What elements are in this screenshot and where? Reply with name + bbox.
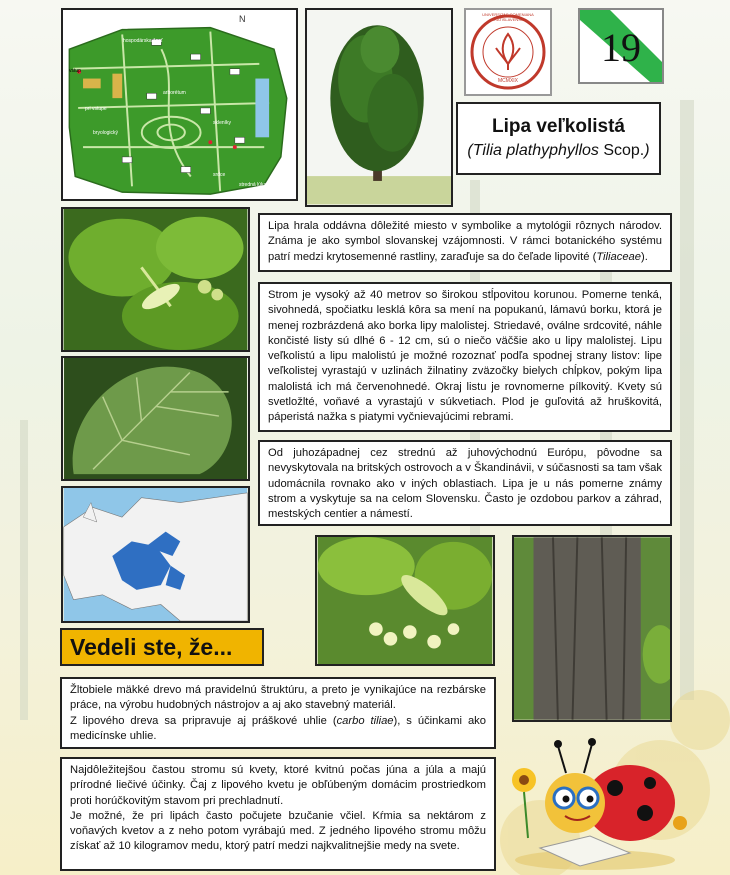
map-label-area: bryologický	[93, 130, 119, 136]
map-label-area: pri vstupe	[85, 106, 107, 112]
fact-paragraph: Je možné, že pri lipách často počujete bzučanie včiel. Kŕmia sa nektárom z voňavých kvetov a z neho potom vyrábajú med. Z jedného lipového stromu môžu získať až 10 kilogramov medu, ktorý patrí medzi najkvalitnejšie medy na svete.	[70, 809, 486, 853]
leaf-underside-photo	[61, 356, 250, 481]
distribution-map	[61, 486, 250, 623]
page-number: 19	[601, 25, 641, 70]
distribution-text	[258, 440, 672, 526]
description-paragraph: Strom je vysoký až 40 metrov so širokou stĺpovitou korunou. Pomerne tenká, sivohnedá, spočiatku lesklá kôra sa mení na popukanú, lámavú borku, ktorá je menej rozbrázdená ako borka lipy malolistej. Striedavé, oválne srdcovité, náhle končisté listy sú dlhé 6 - 12 cm, sú o niečo väčšie ako u lipy malolistej. Lipu veľkolistú a lipu malolistú je možné rozoznať podľa spodnej strany listov: lipe veľkolistej vyrastajú v uzlinách žilnatiny zväzočky bielych chĺpkov, pokým lipa malolistá ich má červenohnedé. Okraj listu je rovnomerne pílkovitý. Kvety sú svetložlté, voňavé a vyrastajú v súkvetiach. Plod je guľovitá až hruškovitá, páperistá nažka s piatymi vyčnievajúcimi rebrami.	[268, 289, 662, 424]
fact-box-flowers	[60, 757, 496, 871]
fact-text-part: Z lipového dreva sa pripravuje aj práškové uhlie (	[70, 714, 337, 727]
tree-photo	[305, 8, 453, 207]
bark-photo	[512, 535, 672, 722]
map-label-area: skleníky	[213, 120, 232, 126]
intro-text-part: ).	[641, 250, 648, 263]
fact-paragraph	[70, 714, 486, 745]
logo-year: MCMXIX	[498, 78, 518, 84]
page-number-badge	[578, 8, 664, 84]
intro-text-part: Lipa hrala oddávna dôležité miesto v symbolike a mytológii rôznych národov. Známa je ako symbol slovanskej vzájomnosti. V rámci botanického systému patrí medzi krytosemenné rastliny, zaraďuje sa do čeľade lipovité (	[268, 220, 662, 263]
fact-paragraph: Žltobiele mäkké drevo má pravidelnú štruktúru, a preto je vynikajúce na rezbárske práce, na výrobu hudobných nástrojov a aj ako stavebný materiál.	[70, 684, 486, 712]
intro-text	[258, 213, 672, 272]
map-north-label: N	[239, 14, 246, 24]
fact-box-wood	[60, 677, 496, 749]
did-you-know-heading: Vedeli ste, že...	[60, 628, 264, 666]
university-logo	[464, 8, 552, 96]
map-label-area: stredná lúka	[239, 182, 267, 188]
latin-name-text: Tilia plathyphyllos	[472, 142, 599, 159]
flowers-photo	[315, 535, 495, 666]
distribution-paragraph: Od juhozápadnej cez strednú až juhovýchodnú Európu, pôvodne sa nevyskytovala na britských ostrovoch a v Škandinávii, v súčasnosti sa tam však udomácnila rovnako ako v iných oblastiach. Lipa je u nás pomerne známy strom a vyskytuje sa na celom Slovensku. Často je ozdobou parkov a záhrad, mestských centier a námestí.	[268, 447, 662, 521]
family-latin-name: Tiliaceae	[596, 250, 641, 263]
map-label-area: srdce	[213, 172, 226, 178]
carbo-tiliae-latin: carbo tiliae	[336, 714, 394, 727]
map-label-entrance: vstup	[69, 68, 81, 74]
ladybug-mascot	[500, 728, 690, 873]
leaves-fruit-photo	[61, 207, 250, 352]
garden-map	[61, 8, 298, 201]
map-label-area: arborétum	[163, 90, 186, 96]
page-title: Lipa veľkolistá	[492, 116, 625, 137]
title-box	[456, 102, 661, 175]
author-abbrev: Scop.	[598, 142, 645, 159]
map-label-area: hospodárska časť	[123, 38, 163, 44]
fact-paragraph: Najdôležitejšou častou stromu sú kvety, ktoré kvitnú počas júna a júla a majú prírodné liečivé účinky. Čaj z lipového kvetu je obľúbeným domácim prostriedkom proti horúčkovitým stavom pri prechladnutí.	[70, 764, 486, 807]
fact-text-part: ), s účinkami ako medicínske uhlie.	[70, 714, 486, 742]
description-text	[258, 282, 672, 432]
logo-text: UNIVERSITAS COMENIANA BRATISLAVENSIS	[482, 12, 534, 22]
latin-name: (Tilia plathyphyllos Scop.)	[467, 142, 650, 159]
